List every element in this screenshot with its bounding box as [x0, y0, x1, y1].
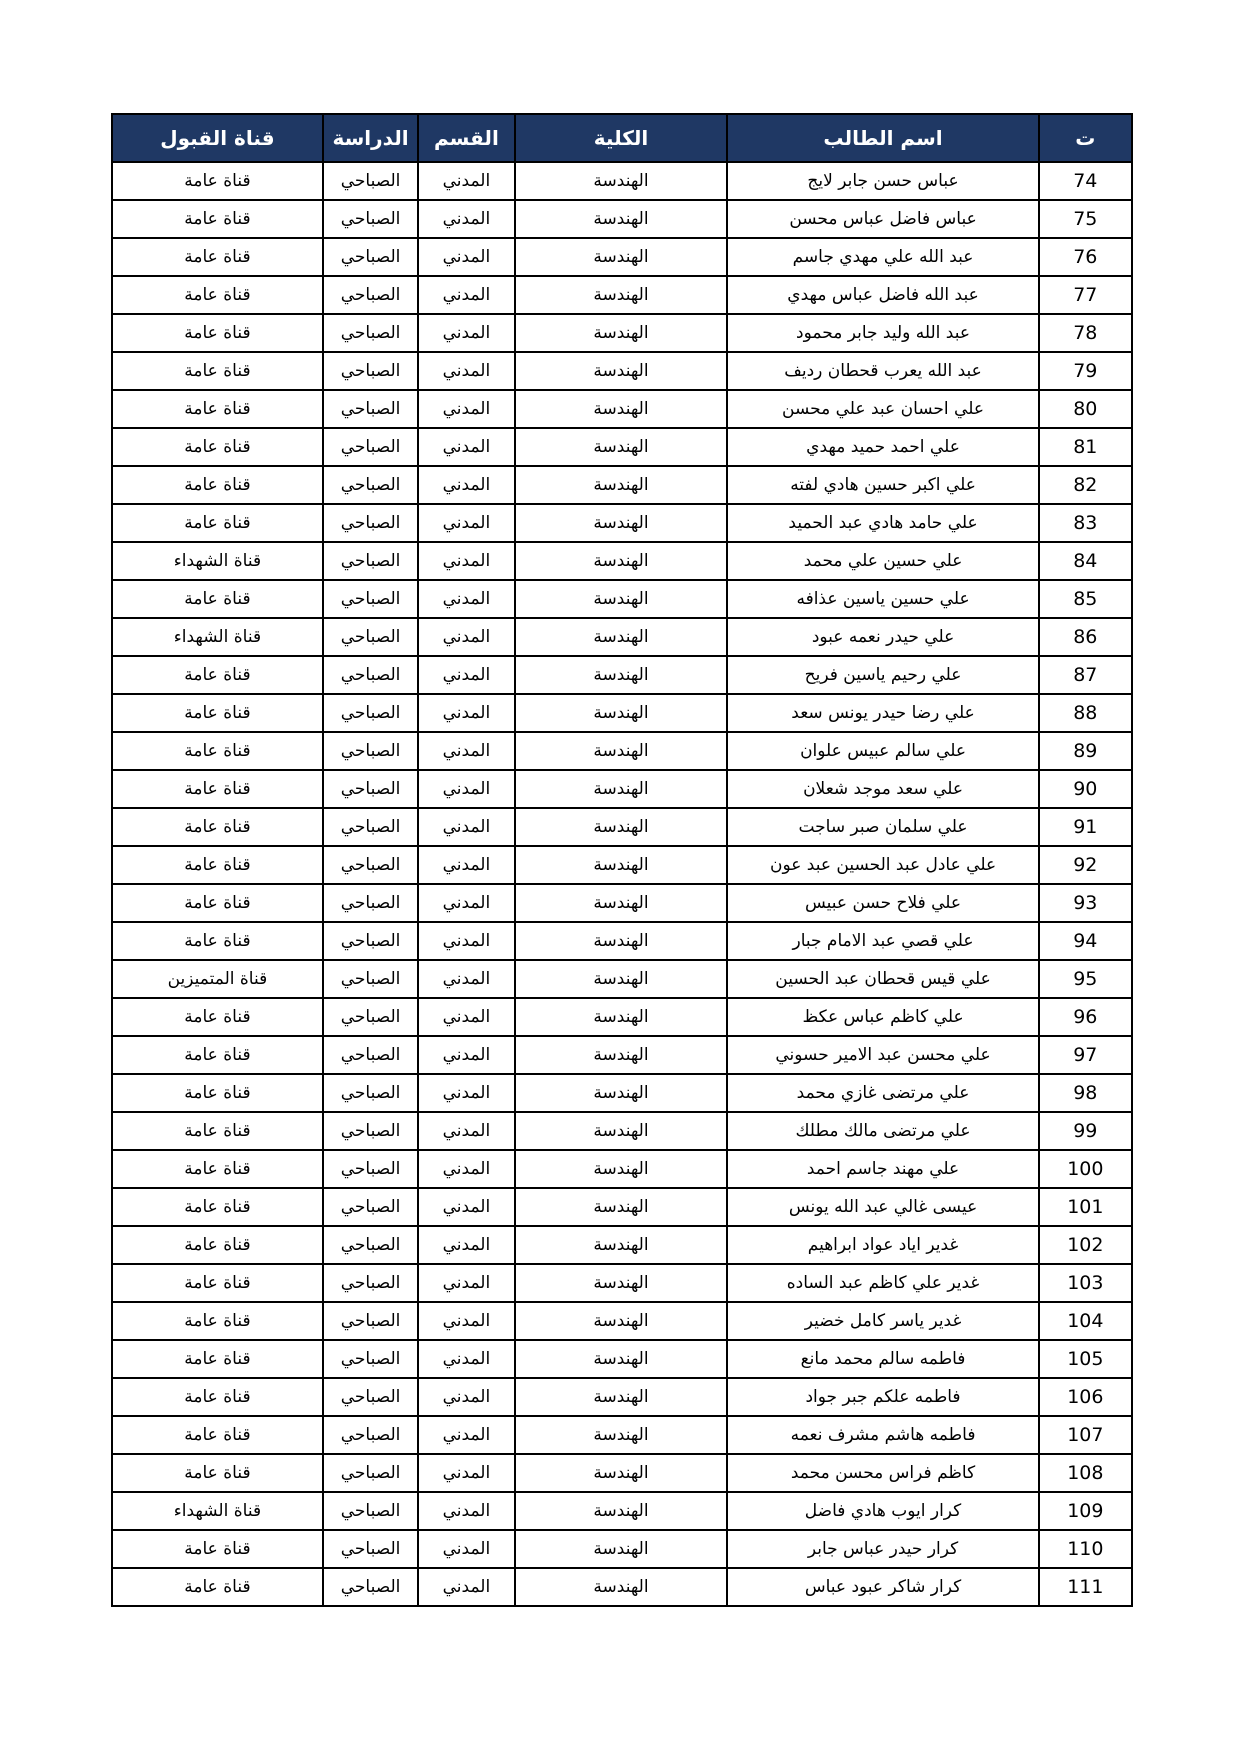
cell-no: 110	[1039, 1530, 1132, 1568]
cell-department: المدني	[418, 694, 514, 732]
cell-channel: قناة عامة	[112, 808, 323, 846]
cell-study: الصباحي	[323, 846, 418, 884]
cell-channel: قناة عامة	[112, 884, 323, 922]
cell-name: عيسى غالي عبد الله يونس	[727, 1188, 1038, 1226]
cell-channel: قناة الشهداء	[112, 618, 323, 656]
cell-college: الهندسة	[515, 846, 728, 884]
cell-name: عباس حسن جابر لايج	[727, 162, 1038, 200]
cell-name: علي سالم عبيس علوان	[727, 732, 1038, 770]
table-row	[112, 504, 1132, 542]
col-header-channel: قناة القبول	[112, 114, 323, 162]
col-header-name: اسم الطالب	[727, 114, 1038, 162]
col-header-college: الكلية	[515, 114, 728, 162]
cell-channel: قناة عامة	[112, 276, 323, 314]
cell-department: المدني	[418, 1036, 514, 1074]
cell-department: المدني	[418, 276, 514, 314]
cell-department: المدني	[418, 390, 514, 428]
cell-no: 100	[1039, 1150, 1132, 1188]
cell-study: الصباحي	[323, 998, 418, 1036]
table-row	[112, 1150, 1132, 1188]
cell-college: الهندسة	[515, 200, 728, 238]
cell-department: المدني	[418, 352, 514, 390]
cell-college: الهندسة	[515, 1530, 728, 1568]
cell-department: المدني	[418, 884, 514, 922]
cell-name: كرار حيدر عباس جابر	[727, 1530, 1038, 1568]
cell-department: المدني	[418, 1454, 514, 1492]
cell-channel: قناة عامة	[112, 504, 323, 542]
cell-study: الصباحي	[323, 1340, 418, 1378]
cell-study: الصباحي	[323, 542, 418, 580]
cell-department: المدني	[418, 960, 514, 998]
cell-name: علي احمد حميد مهدي	[727, 428, 1038, 466]
cell-channel: قناة عامة	[112, 998, 323, 1036]
cell-channel: قناة عامة	[112, 694, 323, 732]
table-row	[112, 1454, 1132, 1492]
cell-college: الهندسة	[515, 504, 728, 542]
cell-channel: قناة عامة	[112, 580, 323, 618]
cell-college: الهندسة	[515, 1264, 728, 1302]
cell-department: المدني	[418, 1074, 514, 1112]
cell-channel: قناة عامة	[112, 922, 323, 960]
table-row	[112, 428, 1132, 466]
cell-name: علي مرتضى مالك مطلك	[727, 1112, 1038, 1150]
cell-college: الهندسة	[515, 770, 728, 808]
cell-channel: قناة عامة	[112, 770, 323, 808]
table-row	[112, 960, 1132, 998]
cell-name: غدير اياد عواد ابراهيم	[727, 1226, 1038, 1264]
cell-no: 94	[1039, 922, 1132, 960]
cell-study: الصباحي	[323, 314, 418, 352]
cell-department: المدني	[418, 808, 514, 846]
cell-no: 106	[1039, 1378, 1132, 1416]
cell-college: الهندسة	[515, 998, 728, 1036]
cell-study: الصباحي	[323, 352, 418, 390]
cell-college: الهندسة	[515, 1492, 728, 1530]
table-row	[112, 694, 1132, 732]
table-row	[112, 618, 1132, 656]
cell-name: غدير علي كاظم عبد الساده	[727, 1264, 1038, 1302]
cell-department: المدني	[418, 1150, 514, 1188]
cell-department: المدني	[418, 1530, 514, 1568]
table-row	[112, 1492, 1132, 1530]
cell-channel: قناة الشهداء	[112, 542, 323, 580]
cell-department: المدني	[418, 428, 514, 466]
table-row	[112, 1302, 1132, 1340]
cell-study: الصباحي	[323, 276, 418, 314]
cell-study: الصباحي	[323, 694, 418, 732]
table-row	[112, 390, 1132, 428]
cell-department: المدني	[418, 580, 514, 618]
cell-channel: قناة عامة	[112, 1150, 323, 1188]
cell-college: الهندسة	[515, 542, 728, 580]
cell-no: 82	[1039, 466, 1132, 504]
cell-name: فاطمه هاشم مشرف نعمه	[727, 1416, 1038, 1454]
cell-no: 98	[1039, 1074, 1132, 1112]
cell-college: الهندسة	[515, 1112, 728, 1150]
cell-college: الهندسة	[515, 580, 728, 618]
table-row	[112, 656, 1132, 694]
cell-study: الصباحي	[323, 656, 418, 694]
cell-channel: قناة عامة	[112, 1036, 323, 1074]
cell-department: المدني	[418, 1302, 514, 1340]
cell-name: عباس فاضل عباس محسن	[727, 200, 1038, 238]
cell-name: غدير ياسر كامل خضير	[727, 1302, 1038, 1340]
cell-no: 109	[1039, 1492, 1132, 1530]
cell-channel: قناة عامة	[112, 1530, 323, 1568]
cell-department: المدني	[418, 1264, 514, 1302]
cell-channel: قناة الشهداء	[112, 1492, 323, 1530]
cell-no: 104	[1039, 1302, 1132, 1340]
table-row	[112, 466, 1132, 504]
cell-name: علي حيدر نعمه عبود	[727, 618, 1038, 656]
cell-channel: قناة عامة	[112, 1264, 323, 1302]
cell-no: 95	[1039, 960, 1132, 998]
table-row	[112, 542, 1132, 580]
cell-college: الهندسة	[515, 1074, 728, 1112]
cell-department: المدني	[418, 1112, 514, 1150]
cell-name: كاظم فراس محسن محمد	[727, 1454, 1038, 1492]
cell-department: المدني	[418, 922, 514, 960]
table-row	[112, 162, 1132, 200]
cell-channel: قناة عامة	[112, 1302, 323, 1340]
cell-study: الصباحي	[323, 1416, 418, 1454]
cell-study: الصباحي	[323, 238, 418, 276]
cell-channel: قناة عامة	[112, 1226, 323, 1264]
cell-department: المدني	[418, 656, 514, 694]
cell-department: المدني	[418, 162, 514, 200]
cell-name: علي قيس قحطان عبد الحسين	[727, 960, 1038, 998]
cell-no: 111	[1039, 1568, 1132, 1606]
table-row	[112, 1378, 1132, 1416]
cell-department: المدني	[418, 1568, 514, 1606]
cell-channel: قناة عامة	[112, 732, 323, 770]
cell-department: المدني	[418, 200, 514, 238]
cell-no: 74	[1039, 162, 1132, 200]
cell-college: الهندسة	[515, 960, 728, 998]
cell-no: 92	[1039, 846, 1132, 884]
cell-department: المدني	[418, 1226, 514, 1264]
cell-name: علي كاظم عباس عكظ	[727, 998, 1038, 1036]
cell-channel: قناة عامة	[112, 1340, 323, 1378]
cell-channel: قناة عامة	[112, 1454, 323, 1492]
cell-study: الصباحي	[323, 960, 418, 998]
cell-channel: قناة عامة	[112, 390, 323, 428]
cell-name: علي اكبر حسين هادي لفته	[727, 466, 1038, 504]
col-header-no: ت	[1039, 114, 1132, 162]
cell-study: الصباحي	[323, 1378, 418, 1416]
cell-study: الصباحي	[323, 580, 418, 618]
cell-college: الهندسة	[515, 656, 728, 694]
cell-no: 78	[1039, 314, 1132, 352]
cell-no: 91	[1039, 808, 1132, 846]
cell-no: 96	[1039, 998, 1132, 1036]
cell-no: 83	[1039, 504, 1132, 542]
cell-channel: قناة عامة	[112, 352, 323, 390]
cell-college: الهندسة	[515, 1378, 728, 1416]
cell-channel: قناة عامة	[112, 1074, 323, 1112]
cell-name: علي سلمان صبر ساجت	[727, 808, 1038, 846]
cell-name: علي عادل عبد الحسين عبد عون	[727, 846, 1038, 884]
cell-channel: قناة عامة	[112, 1416, 323, 1454]
admission-table	[111, 113, 1133, 1607]
cell-no: 80	[1039, 390, 1132, 428]
cell-channel: قناة عامة	[112, 1112, 323, 1150]
cell-channel: قناة عامة	[112, 1378, 323, 1416]
cell-channel: قناة عامة	[112, 428, 323, 466]
cell-name: علي رحيم ياسين فريح	[727, 656, 1038, 694]
cell-name: علي رضا حيدر يونس سعد	[727, 694, 1038, 732]
cell-study: الصباحي	[323, 1112, 418, 1150]
cell-college: الهندسة	[515, 694, 728, 732]
table-row	[112, 1568, 1132, 1606]
table-header	[112, 114, 1132, 162]
table-row	[112, 314, 1132, 352]
cell-no: 88	[1039, 694, 1132, 732]
cell-college: الهندسة	[515, 1340, 728, 1378]
table-row	[112, 732, 1132, 770]
cell-college: الهندسة	[515, 1150, 728, 1188]
cell-no: 107	[1039, 1416, 1132, 1454]
cell-department: المدني	[418, 846, 514, 884]
cell-channel: قناة عامة	[112, 1568, 323, 1606]
cell-college: الهندسة	[515, 1454, 728, 1492]
cell-name: كرار شاكر عبود عباس	[727, 1568, 1038, 1606]
table-row	[112, 770, 1132, 808]
cell-no: 87	[1039, 656, 1132, 694]
col-header-study: الدراسة	[323, 114, 418, 162]
cell-study: الصباحي	[323, 1264, 418, 1302]
cell-no: 76	[1039, 238, 1132, 276]
cell-college: الهندسة	[515, 390, 728, 428]
cell-college: الهندسة	[515, 1188, 728, 1226]
cell-college: الهندسة	[515, 618, 728, 656]
cell-name: علي حامد هادي عبد الحميد	[727, 504, 1038, 542]
cell-study: الصباحي	[323, 162, 418, 200]
cell-name: علي احسان عبد علي محسن	[727, 390, 1038, 428]
cell-name: فاطمه سالم محمد مانع	[727, 1340, 1038, 1378]
cell-no: 86	[1039, 618, 1132, 656]
cell-college: الهندسة	[515, 238, 728, 276]
cell-college: الهندسة	[515, 162, 728, 200]
cell-name: علي حسين علي محمد	[727, 542, 1038, 580]
table-row	[112, 1074, 1132, 1112]
cell-name: علي مرتضى غازي محمد	[727, 1074, 1038, 1112]
table-row	[112, 1264, 1132, 1302]
table-row	[112, 808, 1132, 846]
cell-department: المدني	[418, 504, 514, 542]
table-row	[112, 352, 1132, 390]
cell-college: الهندسة	[515, 352, 728, 390]
cell-college: الهندسة	[515, 276, 728, 314]
cell-no: 103	[1039, 1264, 1132, 1302]
cell-study: الصباحي	[323, 732, 418, 770]
cell-name: علي سعد موجد شعلان	[727, 770, 1038, 808]
cell-study: الصباحي	[323, 1150, 418, 1188]
cell-name: علي قصي عبد الامام جبار	[727, 922, 1038, 960]
cell-college: الهندسة	[515, 1302, 728, 1340]
cell-name: علي مهند جاسم احمد	[727, 1150, 1038, 1188]
table-row	[112, 884, 1132, 922]
table-row	[112, 580, 1132, 618]
table-row	[112, 276, 1132, 314]
cell-study: الصباحي	[323, 1454, 418, 1492]
table-row	[112, 1530, 1132, 1568]
table-row	[112, 200, 1132, 238]
cell-channel: قناة عامة	[112, 846, 323, 884]
cell-college: الهندسة	[515, 808, 728, 846]
cell-name: فاطمه علكم جبر جواد	[727, 1378, 1038, 1416]
cell-college: الهندسة	[515, 1416, 728, 1454]
cell-study: الصباحي	[323, 1074, 418, 1112]
cell-study: الصباحي	[323, 1188, 418, 1226]
cell-no: 101	[1039, 1188, 1132, 1226]
cell-study: الصباحي	[323, 1530, 418, 1568]
cell-no: 90	[1039, 770, 1132, 808]
cell-college: الهندسة	[515, 1568, 728, 1606]
cell-study: الصباحي	[323, 922, 418, 960]
table-row	[112, 1226, 1132, 1264]
cell-college: الهندسة	[515, 884, 728, 922]
cell-study: الصباحي	[323, 884, 418, 922]
cell-study: الصباحي	[323, 390, 418, 428]
header-row	[112, 114, 1132, 162]
cell-name: عبد الله فاضل عباس مهدي	[727, 276, 1038, 314]
cell-department: المدني	[418, 770, 514, 808]
cell-college: الهندسة	[515, 922, 728, 960]
cell-college: الهندسة	[515, 1226, 728, 1264]
cell-no: 93	[1039, 884, 1132, 922]
cell-no: 89	[1039, 732, 1132, 770]
cell-channel: قناة عامة	[112, 162, 323, 200]
cell-no: 79	[1039, 352, 1132, 390]
table-row	[112, 1340, 1132, 1378]
cell-study: الصباحي	[323, 1036, 418, 1074]
cell-study: الصباحي	[323, 770, 418, 808]
cell-study: الصباحي	[323, 200, 418, 238]
cell-no: 75	[1039, 200, 1132, 238]
table-row	[112, 1112, 1132, 1150]
cell-department: المدني	[418, 732, 514, 770]
cell-department: المدني	[418, 998, 514, 1036]
cell-name: علي حسين ياسين عذافه	[727, 580, 1038, 618]
cell-study: الصباحي	[323, 1492, 418, 1530]
cell-department: المدني	[418, 466, 514, 504]
cell-channel: قناة عامة	[112, 466, 323, 504]
cell-no: 85	[1039, 580, 1132, 618]
cell-study: الصباحي	[323, 1226, 418, 1264]
cell-name: علي فلاح حسن عبيس	[727, 884, 1038, 922]
cell-no: 77	[1039, 276, 1132, 314]
cell-department: المدني	[418, 618, 514, 656]
cell-no: 99	[1039, 1112, 1132, 1150]
cell-channel: قناة المتميزين	[112, 960, 323, 998]
table-row	[112, 1036, 1132, 1074]
cell-study: الصباحي	[323, 466, 418, 504]
cell-study: الصباحي	[323, 1302, 418, 1340]
cell-department: المدني	[418, 314, 514, 352]
cell-department: المدني	[418, 238, 514, 276]
table-body	[112, 162, 1132, 1606]
cell-department: المدني	[418, 1340, 514, 1378]
cell-study: الصباحي	[323, 808, 418, 846]
cell-channel: قناة عامة	[112, 200, 323, 238]
cell-channel: قناة عامة	[112, 1188, 323, 1226]
cell-channel: قناة عامة	[112, 656, 323, 694]
table-row	[112, 1416, 1132, 1454]
cell-department: المدني	[418, 1378, 514, 1416]
cell-college: الهندسة	[515, 732, 728, 770]
cell-college: الهندسة	[515, 1036, 728, 1074]
table-row	[112, 922, 1132, 960]
cell-no: 105	[1039, 1340, 1132, 1378]
table-row	[112, 238, 1132, 276]
table-row	[112, 846, 1132, 884]
cell-no: 108	[1039, 1454, 1132, 1492]
cell-department: المدني	[418, 542, 514, 580]
cell-no: 102	[1039, 1226, 1132, 1264]
cell-no: 81	[1039, 428, 1132, 466]
cell-department: المدني	[418, 1416, 514, 1454]
cell-study: الصباحي	[323, 504, 418, 542]
cell-no: 84	[1039, 542, 1132, 580]
cell-name: عبد الله علي مهدي جاسم	[727, 238, 1038, 276]
cell-college: الهندسة	[515, 466, 728, 504]
cell-name: عبد الله يعرب قحطان رديف	[727, 352, 1038, 390]
cell-no: 97	[1039, 1036, 1132, 1074]
cell-college: الهندسة	[515, 314, 728, 352]
cell-college: الهندسة	[515, 428, 728, 466]
cell-study: الصباحي	[323, 1568, 418, 1606]
col-header-department: القسم	[418, 114, 514, 162]
cell-name: عبد الله وليد جابر محمود	[727, 314, 1038, 352]
cell-channel: قناة عامة	[112, 314, 323, 352]
cell-name: كرار ايوب هادي فاضل	[727, 1492, 1038, 1530]
cell-department: المدني	[418, 1188, 514, 1226]
cell-department: المدني	[418, 1492, 514, 1530]
table-row	[112, 1188, 1132, 1226]
table-row	[112, 998, 1132, 1036]
cell-name: علي محسن عبد الامير حسوني	[727, 1036, 1038, 1074]
cell-channel: قناة عامة	[112, 238, 323, 276]
cell-study: الصباحي	[323, 618, 418, 656]
cell-study: الصباحي	[323, 428, 418, 466]
